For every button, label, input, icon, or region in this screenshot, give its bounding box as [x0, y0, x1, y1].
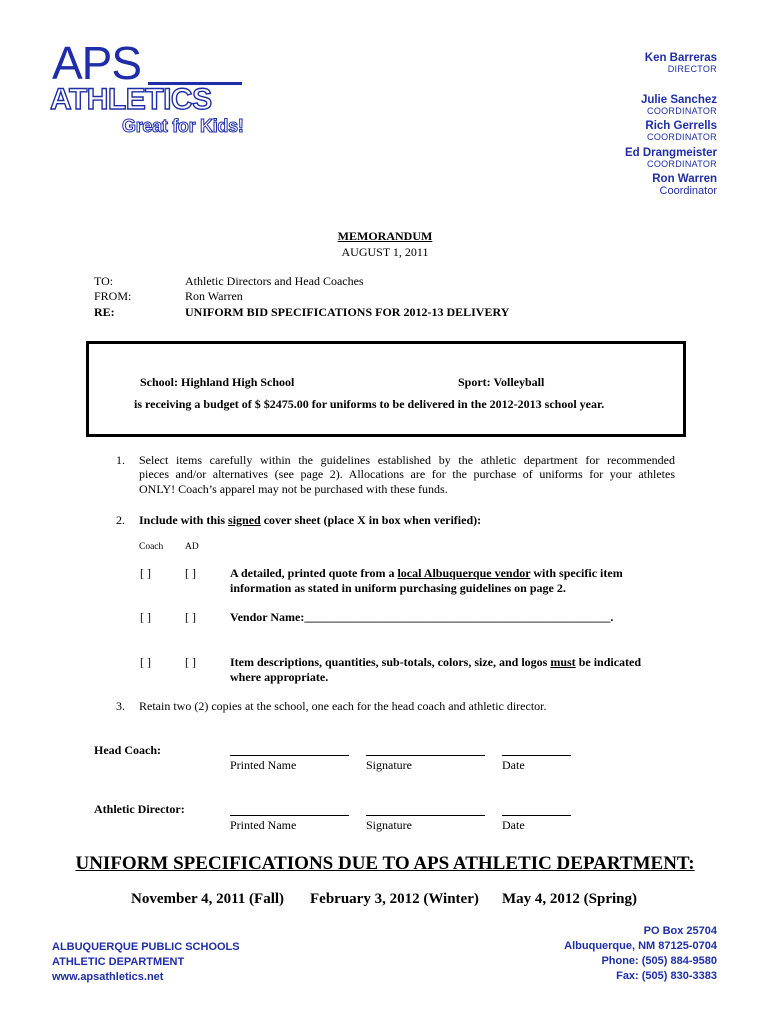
check-quote-pre: A detailed, printed quote from a: [230, 566, 398, 580]
col-ad: AD: [185, 542, 199, 552]
ad-date-label: Date: [502, 818, 525, 832]
ad-printed-name-label: Printed Name: [230, 818, 297, 832]
check-items-must: must: [550, 655, 576, 669]
from-label: FROM:: [94, 289, 132, 303]
item-1-line3: ONLY! Coach’s apparel may not be purchased with these funds.: [139, 482, 448, 496]
footer-po-box: PO Box 25704: [643, 925, 717, 937]
checkbox-coach-quote[interactable]: [ ]: [140, 566, 151, 580]
footer-org: [52, 940, 240, 985]
athletic-director-label: Athletic Director:: [94, 802, 185, 816]
head-coach-signature-label: Signature: [366, 758, 412, 772]
staff-name: Rich Gerrells: [645, 120, 717, 132]
item-2-pre: Include with this: [139, 513, 229, 527]
staff-name: Ken Barreras: [644, 52, 717, 64]
check-items-pre: Item descriptions, quantities, sub-totals, colors, size, and logos: [230, 655, 551, 669]
vendor-name-line: Vendor Name:___________________________________________________.: [230, 610, 614, 624]
checkbox-coach-items[interactable]: [ ]: [140, 655, 151, 669]
item-3-number: 3.: [116, 699, 125, 713]
staff-role: COORDINATOR: [647, 106, 717, 116]
check-quote-text: [230, 566, 623, 581]
due-date-fall: November 4, 2011 (Fall): [131, 891, 285, 907]
check-quote-post: with specific item: [530, 566, 623, 580]
memo-date: AUGUST 1, 2011: [341, 245, 429, 259]
col-coach: Coach: [139, 542, 164, 552]
check-quote-line2: information as stated in uniform purchasing guidelines on page 2.: [230, 581, 566, 595]
item-3-text: Retain two (2) copies at the school, one each for the head coach and athletic director.: [139, 699, 547, 713]
staff-name: Ed Drangmeister: [624, 147, 717, 159]
head-coach-signature-line[interactable]: [366, 755, 485, 756]
check-quote-vendor: local Albuquerque vendor: [397, 566, 531, 580]
head-coach-printed-name-label: Printed Name: [230, 758, 297, 772]
due-date-winter: February 3, 2012 (Winter): [310, 891, 479, 907]
staff-coordinator-2: [645, 120, 717, 142]
staff-role: COORDINATOR: [647, 132, 717, 142]
checkbox-coach-vendor[interactable]: [ ]: [140, 610, 151, 624]
checkbox-ad-vendor[interactable]: [ ]: [185, 610, 196, 624]
to-label: TO:: [94, 274, 114, 288]
logo-tagline: Great for Kids!: [122, 116, 244, 136]
staff-role: COORDINATOR: [647, 159, 717, 169]
item-2-post: cover sheet (place X in box when verified):: [260, 513, 482, 527]
staff-name: Ron Warren: [652, 173, 717, 185]
footer-fax: Fax: (505) 830-3383: [616, 970, 717, 982]
item-1-number: 1.: [116, 453, 125, 467]
staff-role: Coordinator: [659, 185, 717, 197]
ad-signature-label: Signature: [366, 818, 412, 832]
due-date-spring: May 4, 2012 (Spring): [502, 891, 637, 907]
footer-website-link[interactable]: www.apsathletics.net: [52, 971, 164, 983]
staff-coordinator-4: [652, 173, 717, 197]
head-coach-name-line[interactable]: [230, 755, 349, 756]
item-1-line2: pieces and/or alternatives (see page 2). Allocations are for the purchase of uniforms for your athletes: [139, 467, 675, 481]
staff-role: DIRECTOR: [667, 64, 717, 74]
staff-name: Julie Sanchez: [640, 94, 717, 106]
footer-org-line1: ALBUQUERQUE PUBLIC SCHOOLS: [52, 941, 240, 953]
ad-signature-line[interactable]: [366, 815, 485, 816]
item-2-number: 2.: [116, 513, 125, 527]
footer-city: Albuquerque, NM 87125-0704: [564, 940, 717, 952]
due-heading: UNIFORM SPECIFICATIONS DUE TO APS ATHLETIC DEPARTMENT:: [75, 853, 695, 874]
re-label: RE:: [94, 305, 115, 319]
memo-title: MEMORANDUM: [337, 229, 433, 243]
item-2-text: [139, 513, 481, 528]
staff-director: [645, 52, 717, 74]
re-value: UNIFORM BID SPECIFICATIONS FOR 2012-13 DELIVERY: [185, 305, 510, 319]
item-1-line1: Select items carefully within the guidelines established by the athletic department for recommended: [139, 453, 675, 467]
checkbox-ad-items[interactable]: [ ]: [185, 655, 196, 669]
from-value: Ron Warren: [185, 289, 243, 303]
footer-phone: Phone: (505) 884-9580: [601, 955, 717, 967]
budget-line: is receiving a budget of $ $2475.00 for uniforms to be delivered in the 2012-2013 school year.: [134, 397, 605, 411]
staff-coordinator-1: [641, 94, 717, 116]
check-items-line2: where appropriate.: [230, 670, 329, 684]
checkbox-ad-quote[interactable]: [ ]: [185, 566, 196, 580]
sport-name: Sport: Volleyball: [458, 375, 545, 389]
head-coach-label: Head Coach:: [94, 743, 161, 757]
item-2-signed: signed: [228, 513, 261, 527]
check-items-post: be indicated: [575, 655, 642, 669]
head-coach-date-label: Date: [502, 758, 525, 772]
ad-name-line[interactable]: [230, 815, 349, 816]
to-value: Athletic Directors and Head Coaches: [185, 274, 364, 288]
school-name: School: Highland High School: [140, 375, 295, 389]
head-coach-date-line[interactable]: [502, 755, 571, 756]
footer-org-line2: ATHLETIC DEPARTMENT: [52, 956, 185, 968]
footer-contact: [564, 924, 717, 984]
check-items-text: [230, 655, 641, 670]
logo-aps: APS: [52, 37, 142, 89]
staff-coordinator-3: [625, 147, 717, 169]
logo-athletics: ATHLETICS: [50, 83, 212, 116]
ad-date-line[interactable]: [502, 815, 571, 816]
